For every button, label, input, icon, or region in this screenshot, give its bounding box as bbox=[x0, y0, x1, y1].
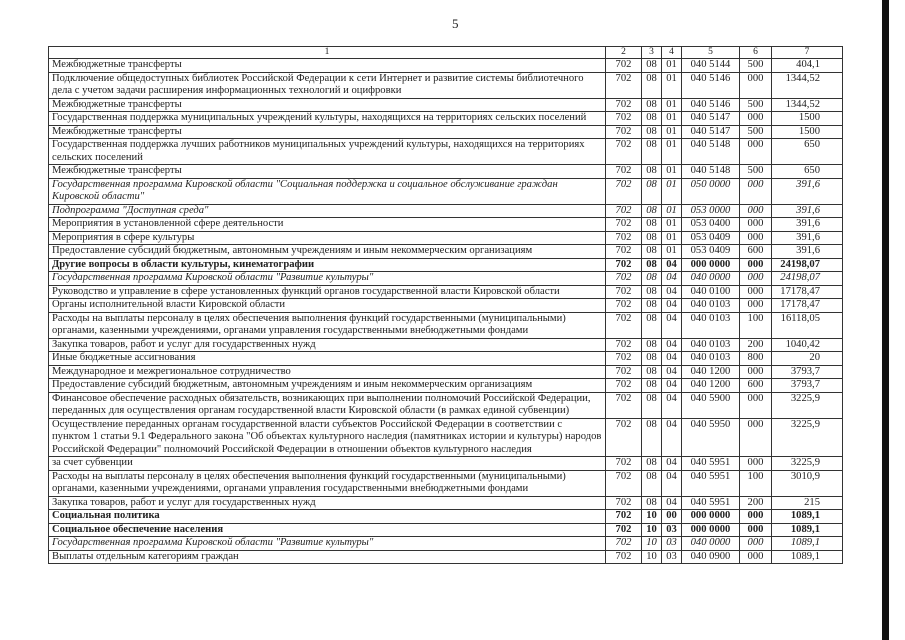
amount-cell: 1089,1 bbox=[772, 510, 843, 524]
table-row bbox=[49, 523, 843, 537]
ministry-code-cell: 702 bbox=[606, 496, 642, 510]
row-name-cell: Расходы на выплаты персоналу в целях обеспечения выполнения функций государственными (муниципальными) органами, казенными учреждениями, органами управления государственными внебюджетными фондами bbox=[49, 312, 606, 338]
table-row bbox=[49, 510, 843, 524]
target-article-cell: 040 0103 bbox=[682, 352, 740, 366]
table-row bbox=[49, 218, 843, 232]
amount-cell: 17178,47 bbox=[772, 285, 843, 299]
subsection-code-cell: 03 bbox=[662, 523, 682, 537]
row-name-cell: Расходы на выплаты персоналу в целях обеспечения выполнения функций государственными (муниципальными) органами, казенными учреждениями, органами управления государственными внебюджетными фондами bbox=[49, 470, 606, 496]
expense-type-cell: 000 bbox=[740, 285, 772, 299]
header-cell: 4 bbox=[662, 47, 682, 59]
table-row bbox=[49, 59, 843, 73]
header-cell: 3 bbox=[642, 47, 662, 59]
table-row bbox=[49, 285, 843, 299]
section-code-cell: 08 bbox=[642, 470, 662, 496]
subsection-code-cell: 03 bbox=[662, 537, 682, 551]
subsection-code-cell: 01 bbox=[662, 231, 682, 245]
target-article-cell: 040 0000 bbox=[682, 272, 740, 286]
section-code-cell: 08 bbox=[642, 352, 662, 366]
amount-cell: 391,6 bbox=[772, 178, 843, 204]
table-header-row bbox=[49, 47, 843, 59]
expense-type-cell: 000 bbox=[740, 231, 772, 245]
ministry-code-cell: 702 bbox=[606, 523, 642, 537]
amount-cell: 3793,7 bbox=[772, 379, 843, 393]
target-article-cell: 040 5951 bbox=[682, 496, 740, 510]
ministry-code-cell: 702 bbox=[606, 365, 642, 379]
subsection-code-cell: 04 bbox=[662, 258, 682, 272]
section-code-cell: 08 bbox=[642, 379, 662, 393]
target-article-cell: 050 0000 bbox=[682, 178, 740, 204]
target-article-cell: 040 5951 bbox=[682, 457, 740, 471]
table-row bbox=[49, 258, 843, 272]
table-row bbox=[49, 112, 843, 126]
target-article-cell: 040 0103 bbox=[682, 338, 740, 352]
section-code-cell: 08 bbox=[642, 59, 662, 73]
target-article-cell: 040 5146 bbox=[682, 72, 740, 98]
section-code-cell: 08 bbox=[642, 272, 662, 286]
subsection-code-cell: 04 bbox=[662, 457, 682, 471]
table-row bbox=[49, 245, 843, 259]
amount-cell: 391,6 bbox=[772, 231, 843, 245]
expense-type-cell: 600 bbox=[740, 379, 772, 393]
table-row bbox=[49, 418, 843, 457]
section-code-cell: 08 bbox=[642, 392, 662, 418]
subsection-code-cell: 04 bbox=[662, 392, 682, 418]
amount-cell: 391,6 bbox=[772, 218, 843, 232]
row-name-cell: Закупка товаров, работ и услуг для государственных нужд bbox=[49, 496, 606, 510]
amount-cell: 1344,52 bbox=[772, 98, 843, 112]
row-name-cell: Подключение общедоступных библиотек Российской Федерации к сети Интернет и развитие системы библиотечного дела с учетом задачи расширения информационных технологий и оцифровки bbox=[49, 72, 606, 98]
expense-type-cell: 000 bbox=[740, 365, 772, 379]
table-row bbox=[49, 352, 843, 366]
subsection-code-cell: 04 bbox=[662, 312, 682, 338]
subsection-code-cell: 01 bbox=[662, 139, 682, 165]
row-name-cell: Государственная программа Кировской области "Развитие культуры" bbox=[49, 537, 606, 551]
ministry-code-cell: 702 bbox=[606, 352, 642, 366]
subsection-code-cell: 01 bbox=[662, 178, 682, 204]
ministry-code-cell: 702 bbox=[606, 379, 642, 393]
target-article-cell: 040 0103 bbox=[682, 299, 740, 313]
ministry-code-cell: 702 bbox=[606, 550, 642, 564]
ministry-code-cell: 702 bbox=[606, 218, 642, 232]
subsection-code-cell: 01 bbox=[662, 245, 682, 259]
expense-type-cell: 500 bbox=[740, 125, 772, 139]
amount-cell: 3793,7 bbox=[772, 365, 843, 379]
row-name-cell: Руководство и управление в сфере установленных функций органов государственной власти Кировской области bbox=[49, 285, 606, 299]
expense-type-cell: 600 bbox=[740, 245, 772, 259]
amount-cell: 24198,07 bbox=[772, 258, 843, 272]
table-row bbox=[49, 379, 843, 393]
section-code-cell: 08 bbox=[642, 496, 662, 510]
target-article-cell: 053 0409 bbox=[682, 231, 740, 245]
row-name-cell: Социальное обеспечение населения bbox=[49, 523, 606, 537]
ministry-code-cell: 702 bbox=[606, 299, 642, 313]
ministry-code-cell: 702 bbox=[606, 258, 642, 272]
expense-type-cell: 500 bbox=[740, 165, 772, 179]
expense-type-cell: 200 bbox=[740, 496, 772, 510]
ministry-code-cell: 702 bbox=[606, 72, 642, 98]
section-code-cell: 08 bbox=[642, 72, 662, 98]
target-article-cell: 053 0000 bbox=[682, 204, 740, 218]
ministry-code-cell: 702 bbox=[606, 245, 642, 259]
table-row bbox=[49, 72, 843, 98]
ministry-code-cell: 702 bbox=[606, 510, 642, 524]
target-article-cell: 040 5144 bbox=[682, 59, 740, 73]
ministry-code-cell: 702 bbox=[606, 125, 642, 139]
ministry-code-cell: 702 bbox=[606, 98, 642, 112]
subsection-code-cell: 04 bbox=[662, 272, 682, 286]
ministry-code-cell: 702 bbox=[606, 59, 642, 73]
row-name-cell: Межбюджетные трансферты bbox=[49, 165, 606, 179]
expense-type-cell: 800 bbox=[740, 352, 772, 366]
target-article-cell: 053 0409 bbox=[682, 245, 740, 259]
table-row bbox=[49, 470, 843, 496]
row-name-cell: Предоставление субсидий бюджетным, автономным учреждениям и иным некоммерческим организациям bbox=[49, 379, 606, 393]
section-code-cell: 08 bbox=[642, 125, 662, 139]
target-article-cell: 040 5951 bbox=[682, 470, 740, 496]
section-code-cell: 08 bbox=[642, 139, 662, 165]
ministry-code-cell: 702 bbox=[606, 178, 642, 204]
ministry-code-cell: 702 bbox=[606, 139, 642, 165]
amount-cell: 1089,1 bbox=[772, 537, 843, 551]
header-cell: 7 bbox=[772, 47, 843, 59]
table-row bbox=[49, 537, 843, 551]
target-article-cell: 040 0100 bbox=[682, 285, 740, 299]
section-code-cell: 08 bbox=[642, 204, 662, 218]
row-name-cell: Государственная поддержка муниципальных учреждений культуры, находящихся на территориях сельских поселений bbox=[49, 112, 606, 126]
expense-type-cell: 100 bbox=[740, 312, 772, 338]
row-name-cell: Международное и межрегиональное сотрудничество bbox=[49, 365, 606, 379]
ministry-code-cell: 702 bbox=[606, 338, 642, 352]
row-name-cell: Мероприятия в установленной сфере деятельности bbox=[49, 218, 606, 232]
section-code-cell: 08 bbox=[642, 338, 662, 352]
row-name-cell: Финансовое обеспечение расходных обязательств, возникающих при выполнении полномочий Российской Федерации, переданных для осуществления органам государственной власти Кировской области (в рамках единой субвенции) bbox=[49, 392, 606, 418]
section-code-cell: 08 bbox=[642, 285, 662, 299]
expense-type-cell: 000 bbox=[740, 258, 772, 272]
subsection-code-cell: 04 bbox=[662, 352, 682, 366]
target-article-cell: 040 5900 bbox=[682, 392, 740, 418]
target-article-cell: 040 5147 bbox=[682, 125, 740, 139]
table-row bbox=[49, 550, 843, 564]
subsection-code-cell: 01 bbox=[662, 204, 682, 218]
row-name-cell: Социальная политика bbox=[49, 510, 606, 524]
ministry-code-cell: 702 bbox=[606, 165, 642, 179]
header-cell: 2 bbox=[606, 47, 642, 59]
target-article-cell: 040 5148 bbox=[682, 139, 740, 165]
row-name-cell: Осуществление переданных органам государственной власти субъектов Российской Федерации в соответствии с пунктом 1 статьи 9.1 Федерального закона "Об объектах культурного наследия (памятниках истории и культуры) народов Российской Федерации" полномочий Российской Федерации в отношении объектов культурного наследия bbox=[49, 418, 606, 457]
table-row bbox=[49, 178, 843, 204]
expense-type-cell: 000 bbox=[740, 72, 772, 98]
row-name-cell: Закупка товаров, работ и услуг для государственных нужд bbox=[49, 338, 606, 352]
ministry-code-cell: 702 bbox=[606, 457, 642, 471]
subsection-code-cell: 01 bbox=[662, 125, 682, 139]
section-code-cell: 10 bbox=[642, 510, 662, 524]
ministry-code-cell: 702 bbox=[606, 537, 642, 551]
expense-type-cell: 000 bbox=[740, 550, 772, 564]
amount-cell: 391,6 bbox=[772, 245, 843, 259]
amount-cell: 20 bbox=[772, 352, 843, 366]
subsection-code-cell: 03 bbox=[662, 550, 682, 564]
row-name-cell: Мероприятия в сфере культуры bbox=[49, 231, 606, 245]
subsection-code-cell: 01 bbox=[662, 98, 682, 112]
table-row bbox=[49, 457, 843, 471]
expense-type-cell: 500 bbox=[740, 98, 772, 112]
subsection-code-cell: 04 bbox=[662, 418, 682, 457]
section-code-cell: 08 bbox=[642, 218, 662, 232]
ministry-code-cell: 702 bbox=[606, 285, 642, 299]
expense-type-cell: 000 bbox=[740, 204, 772, 218]
section-code-cell: 10 bbox=[642, 550, 662, 564]
header-cell: 6 bbox=[740, 47, 772, 59]
amount-cell: 1040,42 bbox=[772, 338, 843, 352]
row-name-cell: Предоставление субсидий бюджетным, автономным учреждениям и иным некоммерческим организациям bbox=[49, 245, 606, 259]
expense-type-cell: 000 bbox=[740, 457, 772, 471]
subsection-code-cell: 04 bbox=[662, 338, 682, 352]
expense-type-cell: 000 bbox=[740, 112, 772, 126]
header-cell: 1 bbox=[49, 47, 606, 59]
ministry-code-cell: 702 bbox=[606, 204, 642, 218]
row-name-cell: Государственная программа Кировской области "Социальная поддержка и социальное обслуживание граждан Кировской области" bbox=[49, 178, 606, 204]
budget-table bbox=[48, 46, 843, 564]
subsection-code-cell: 04 bbox=[662, 470, 682, 496]
row-name-cell: Государственная программа Кировской области "Развитие культуры" bbox=[49, 272, 606, 286]
target-article-cell: 040 5147 bbox=[682, 112, 740, 126]
row-name-cell: Органы исполнительной власти Кировской области bbox=[49, 299, 606, 313]
section-code-cell: 08 bbox=[642, 165, 662, 179]
table-row bbox=[49, 125, 843, 139]
section-code-cell: 10 bbox=[642, 537, 662, 551]
scan-edge-bar bbox=[882, 0, 889, 640]
section-code-cell: 08 bbox=[642, 299, 662, 313]
expense-type-cell: 000 bbox=[740, 537, 772, 551]
amount-cell: 17178,47 bbox=[772, 299, 843, 313]
amount-cell: 650 bbox=[772, 165, 843, 179]
subsection-code-cell: 01 bbox=[662, 165, 682, 179]
expense-type-cell: 000 bbox=[740, 523, 772, 537]
subsection-code-cell: 04 bbox=[662, 365, 682, 379]
table-row bbox=[49, 338, 843, 352]
section-code-cell: 08 bbox=[642, 178, 662, 204]
target-article-cell: 000 0000 bbox=[682, 523, 740, 537]
ministry-code-cell: 702 bbox=[606, 312, 642, 338]
section-code-cell: 10 bbox=[642, 523, 662, 537]
expense-type-cell: 000 bbox=[740, 178, 772, 204]
target-article-cell: 000 0000 bbox=[682, 258, 740, 272]
amount-cell: 650 bbox=[772, 139, 843, 165]
amount-cell: 16118,05 bbox=[772, 312, 843, 338]
row-name-cell: Межбюджетные трансферты bbox=[49, 98, 606, 112]
table-row bbox=[49, 231, 843, 245]
section-code-cell: 08 bbox=[642, 365, 662, 379]
amount-cell: 3225,9 bbox=[772, 418, 843, 457]
row-name-cell: Подпрограмма "Доступная среда" bbox=[49, 204, 606, 218]
amount-cell: 3010,9 bbox=[772, 470, 843, 496]
amount-cell: 404,1 bbox=[772, 59, 843, 73]
target-article-cell: 000 0000 bbox=[682, 510, 740, 524]
target-article-cell: 040 1200 bbox=[682, 365, 740, 379]
section-code-cell: 08 bbox=[642, 245, 662, 259]
table-row bbox=[49, 392, 843, 418]
expense-type-cell: 000 bbox=[740, 139, 772, 165]
expense-type-cell: 100 bbox=[740, 470, 772, 496]
target-article-cell: 040 0000 bbox=[682, 537, 740, 551]
subsection-code-cell: 04 bbox=[662, 379, 682, 393]
table-row bbox=[49, 165, 843, 179]
target-article-cell: 040 5146 bbox=[682, 98, 740, 112]
amount-cell: 1089,1 bbox=[772, 523, 843, 537]
amount-cell: 3225,9 bbox=[772, 392, 843, 418]
expense-type-cell: 000 bbox=[740, 272, 772, 286]
page-number: 5 bbox=[452, 16, 459, 31]
subsection-code-cell: 00 bbox=[662, 510, 682, 524]
ministry-code-cell: 702 bbox=[606, 272, 642, 286]
ministry-code-cell: 702 bbox=[606, 112, 642, 126]
section-code-cell: 08 bbox=[642, 418, 662, 457]
table-row bbox=[49, 496, 843, 510]
section-code-cell: 08 bbox=[642, 312, 662, 338]
expense-type-cell: 200 bbox=[740, 338, 772, 352]
row-name-cell: за счет субвенции bbox=[49, 457, 606, 471]
amount-cell: 3225,9 bbox=[772, 457, 843, 471]
row-name-cell: Иные бюджетные ассигнования bbox=[49, 352, 606, 366]
section-code-cell: 08 bbox=[642, 457, 662, 471]
amount-cell: 1500 bbox=[772, 112, 843, 126]
section-code-cell: 08 bbox=[642, 112, 662, 126]
amount-cell: 391,6 bbox=[772, 204, 843, 218]
table-row bbox=[49, 365, 843, 379]
ministry-code-cell: 702 bbox=[606, 231, 642, 245]
amount-cell: 24198,07 bbox=[772, 272, 843, 286]
subsection-code-cell: 01 bbox=[662, 72, 682, 98]
table-row bbox=[49, 204, 843, 218]
amount-cell: 1344,52 bbox=[772, 72, 843, 98]
target-article-cell: 053 0400 bbox=[682, 218, 740, 232]
table-row bbox=[49, 299, 843, 313]
row-name-cell: Государственная поддержка лучших работников муниципальных учреждений культуры, находящихся на территориях сельских поселений bbox=[49, 139, 606, 165]
subsection-code-cell: 01 bbox=[662, 112, 682, 126]
amount-cell: 1500 bbox=[772, 125, 843, 139]
row-name-cell: Другие вопросы в области культуры, кинематографии bbox=[49, 258, 606, 272]
header-cell: 5 bbox=[682, 47, 740, 59]
amount-cell: 215 bbox=[772, 496, 843, 510]
subsection-code-cell: 04 bbox=[662, 299, 682, 313]
subsection-code-cell: 01 bbox=[662, 218, 682, 232]
table-row bbox=[49, 98, 843, 112]
target-article-cell: 040 0103 bbox=[682, 312, 740, 338]
target-article-cell: 040 1200 bbox=[682, 379, 740, 393]
expense-type-cell: 000 bbox=[740, 299, 772, 313]
expense-type-cell: 000 bbox=[740, 218, 772, 232]
section-code-cell: 08 bbox=[642, 98, 662, 112]
table-row bbox=[49, 272, 843, 286]
expense-type-cell: 000 bbox=[740, 510, 772, 524]
expense-type-cell: 000 bbox=[740, 392, 772, 418]
ministry-code-cell: 702 bbox=[606, 418, 642, 457]
subsection-code-cell: 04 bbox=[662, 285, 682, 299]
row-name-cell: Межбюджетные трансферты bbox=[49, 125, 606, 139]
row-name-cell: Межбюджетные трансферты bbox=[49, 59, 606, 73]
section-code-cell: 08 bbox=[642, 231, 662, 245]
ministry-code-cell: 702 bbox=[606, 470, 642, 496]
row-name-cell: Выплаты отдельным категориям граждан bbox=[49, 550, 606, 564]
subsection-code-cell: 04 bbox=[662, 496, 682, 510]
amount-cell: 1089,1 bbox=[772, 550, 843, 564]
expense-type-cell: 000 bbox=[740, 418, 772, 457]
expense-type-cell: 500 bbox=[740, 59, 772, 73]
target-article-cell: 040 0900 bbox=[682, 550, 740, 564]
table-row bbox=[49, 312, 843, 338]
target-article-cell: 040 5148 bbox=[682, 165, 740, 179]
section-code-cell: 08 bbox=[642, 258, 662, 272]
subsection-code-cell: 01 bbox=[662, 59, 682, 73]
table-row bbox=[49, 139, 843, 165]
target-article-cell: 040 5950 bbox=[682, 418, 740, 457]
ministry-code-cell: 702 bbox=[606, 392, 642, 418]
